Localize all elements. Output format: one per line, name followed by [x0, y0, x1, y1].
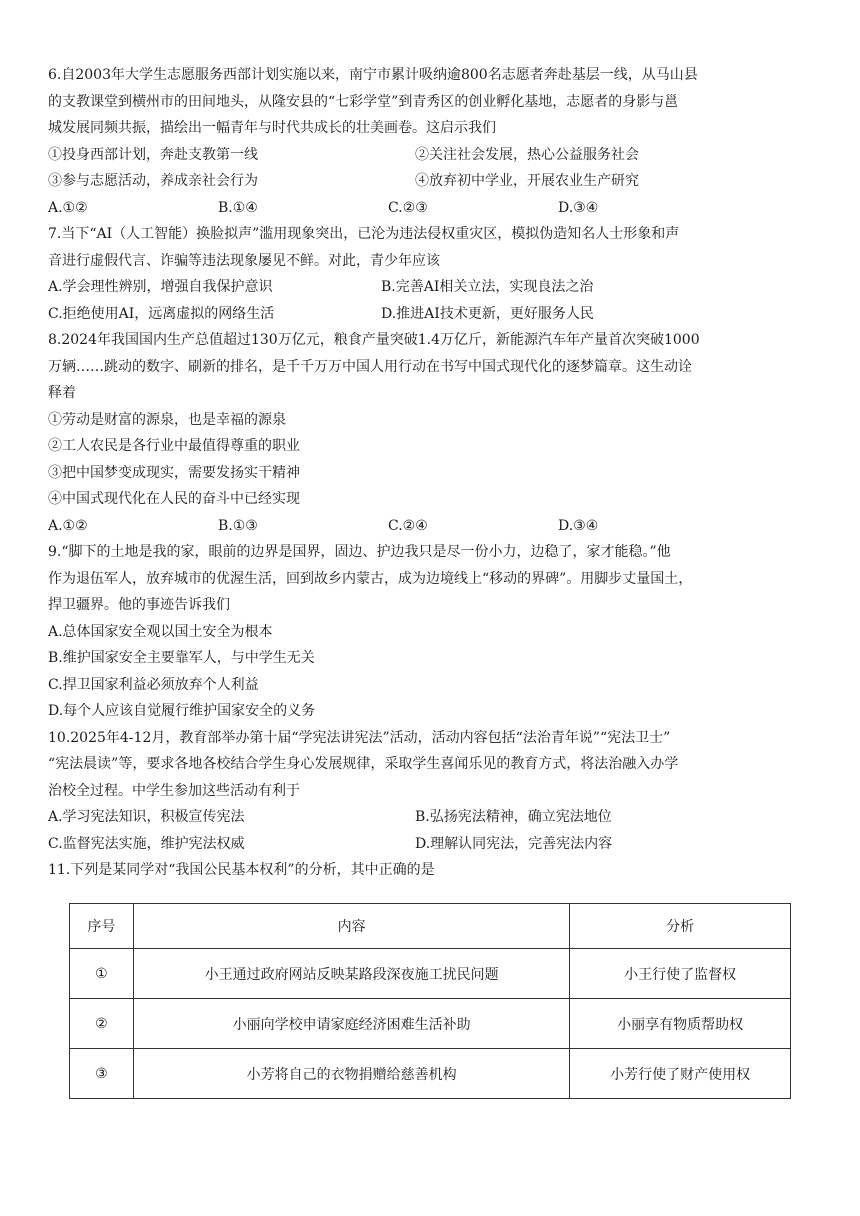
question-7-options-row-1	[48, 274, 808, 301]
question-6-option-b[interactable]: B.①④	[218, 199, 258, 216]
question-7-stem-line-1: 7.当下“AI（人工智能）换脸拟声”滥用现象突出，已沦为违法侵权重灾区，模拟伪造知名人士形象和声	[48, 226, 680, 242]
question-6-items-row-2	[48, 168, 808, 195]
table-cell-content: 小芳将自己的衣物捐赠给慈善机构	[133, 1049, 569, 1099]
question-7	[48, 221, 808, 327]
question-6-item-2: ②关注社会发展，热心公益服务社会	[415, 146, 639, 163]
table-header-index: 序号	[70, 904, 134, 949]
question-6-option-d[interactable]: D.③④	[558, 199, 599, 216]
question-10	[48, 725, 808, 858]
question-8-stem-line-2: 万辆……跳动的数字、刷新的排名，是千千万万中国人用行动在书写中国式现代化的逐梦篇章。这生动诠	[48, 358, 692, 375]
question-6-items-row-1	[48, 142, 808, 169]
table-header-analysis: 分析	[570, 904, 791, 949]
question-8-options	[48, 513, 808, 540]
question-6-item-1: ①投身西部计划，奔赴支教第一线	[48, 146, 258, 163]
question-8-option-c[interactable]: C.②④	[388, 517, 428, 534]
question-11-stem: 11.下列是某同学对“我国公民基本权利”的分析，其中正确的是	[48, 862, 435, 878]
question-8	[48, 327, 808, 539]
question-9-option-d[interactable]: D.每个人应该自觉履行维护国家安全的义务	[48, 703, 316, 719]
table-cell-content: 小王通过政府网站反映某路段深夜施工扰民问题	[133, 949, 569, 999]
question-9-stem-line-1: 9.“脚下的土地是我的家，眼前的边界是国界，固边、护边我只是尽一份小力，边稳了，家才能稳。”他	[48, 544, 671, 560]
question-9-option-c[interactable]: C.捍卫国家利益必须放弃个人利益	[48, 676, 259, 693]
table-row	[70, 1049, 791, 1099]
question-10-stem-line-2: “宪法晨读”等，要求各地各校结合学生身心发展规律，采取学生喜闻乐见的教育方式，将法治融入办学	[48, 756, 679, 772]
question-6-stem-line-3: 城发展同频共振，描绘出一幅青年与时代共成长的壮美画卷。这启示我们	[48, 120, 496, 136]
question-8-item-1: ①劳动是财富的源泉，也是幸福的源泉	[48, 411, 286, 428]
question-10-options-row-2	[48, 831, 808, 858]
question-9	[48, 539, 808, 725]
question-6-stem-line-1: 6.自2003年大学生志愿服务西部计划实施以来，南宁市累计吸纳逾800名志愿者奔赴基层一线，从马山县	[48, 67, 698, 83]
question-10-stem-line-1: 10.2025年4-12月，教育部举办第十届“学宪法讲宪法”活动，活动内容包括“法治青年说”“宪法卫士”	[48, 729, 671, 746]
table-cell-analysis: 小丽享有物质帮助权	[570, 999, 791, 1049]
table-cell-index: ②	[70, 999, 134, 1049]
question-9-option-a[interactable]: A.总体国家安全观以国土安全为根本	[48, 623, 273, 640]
question-6-stem-line-2: 的支教课堂到横州市的田间地头，从隆安县的“七彩学堂”到青秀区的创业孵化基地，志愿者的身影与邕	[48, 93, 679, 110]
question-7-options-row-2	[48, 301, 808, 328]
question-7-stem-line-2: 音进行虚假代言、诈骗等违法现象屡见不鲜。对此，青少年应该	[48, 252, 440, 269]
question-7-option-a[interactable]: A.学会理性辨别，增强自我保护意识	[48, 279, 273, 295]
table-row	[70, 999, 791, 1049]
question-8-item-3: ③把中国梦变成现实，需要发扬实干精神	[48, 464, 300, 481]
question-10-option-b[interactable]: B.弘扬宪法精神，确立宪法地位	[415, 809, 612, 825]
exam-page	[48, 62, 808, 884]
question-8-option-d[interactable]: D.③④	[558, 517, 599, 534]
question-10-option-c[interactable]: C.监督宪法实施，维护宪法权威	[48, 835, 245, 852]
question-10-options-row-1	[48, 804, 808, 831]
question-8-item-2: ②工人农民是各行业中最值得尊重的职业	[48, 438, 300, 454]
question-9-option-b[interactable]: B.维护国家安全主要靠军人，与中学生无关	[48, 650, 315, 666]
question-10-option-d[interactable]: D.理解认同宪法，完善宪法内容	[415, 835, 613, 852]
question-9-stem-line-2: 作为退伍军人，放弃城市的优渥生活，回到故乡内蒙古，成为边境线上“移动的界碑”。用脚步丈量国土，	[48, 570, 693, 587]
question-6-options	[48, 195, 808, 222]
table-cell-index: ①	[70, 949, 134, 999]
question-8-option-b[interactable]: B.①③	[218, 517, 258, 534]
question-7-option-d[interactable]: D.推进AI技术更新，更好服务人民	[381, 305, 594, 322]
question-9-stem-line-3: 捍卫疆界。他的事迹告诉我们	[48, 597, 230, 613]
question-11-table	[69, 903, 791, 1099]
question-8-item-4: ④中国式现代化在人民的奋斗中已经实现	[48, 491, 300, 507]
table-header-row	[70, 904, 791, 949]
question-6	[48, 62, 808, 221]
question-7-option-c[interactable]: C.拒绝使用AI，远离虚拟的网络生活	[48, 305, 275, 322]
question-8-option-a[interactable]: A.①②	[48, 517, 88, 534]
question-8-stem-line-1: 8.2024年我国国内生产总值超过130万亿元，粮食产量突破1.4万亿斤，新能源汽车年产量首次突破1000	[48, 332, 700, 348]
question-10-stem-line-3: 治校全过程。中学生参加这些活动有利于	[48, 782, 300, 799]
question-6-option-a[interactable]: A.①②	[48, 199, 88, 216]
table-cell-analysis: 小王行使了监督权	[570, 949, 791, 999]
table-header-content: 内容	[133, 904, 569, 949]
question-6-option-c[interactable]: C.②③	[388, 199, 428, 216]
question-10-option-a[interactable]: A.学习宪法知识，积极宣传宪法	[48, 809, 245, 825]
question-7-option-b[interactable]: B.完善AI相关立法，实现良法之治	[381, 279, 594, 295]
table-cell-content: 小丽向学校申请家庭经济困难生活补助	[133, 999, 569, 1049]
question-8-stem-line-3: 释着	[48, 385, 76, 401]
question-6-item-3: ③参与志愿活动，养成亲社会行为	[48, 173, 258, 189]
table-cell-index: ③	[70, 1049, 134, 1099]
table-row	[70, 949, 791, 999]
table-cell-analysis: 小芳行使了财产使用权	[570, 1049, 791, 1099]
question-6-item-4: ④放弃初中学业，开展农业生产研究	[415, 173, 639, 189]
